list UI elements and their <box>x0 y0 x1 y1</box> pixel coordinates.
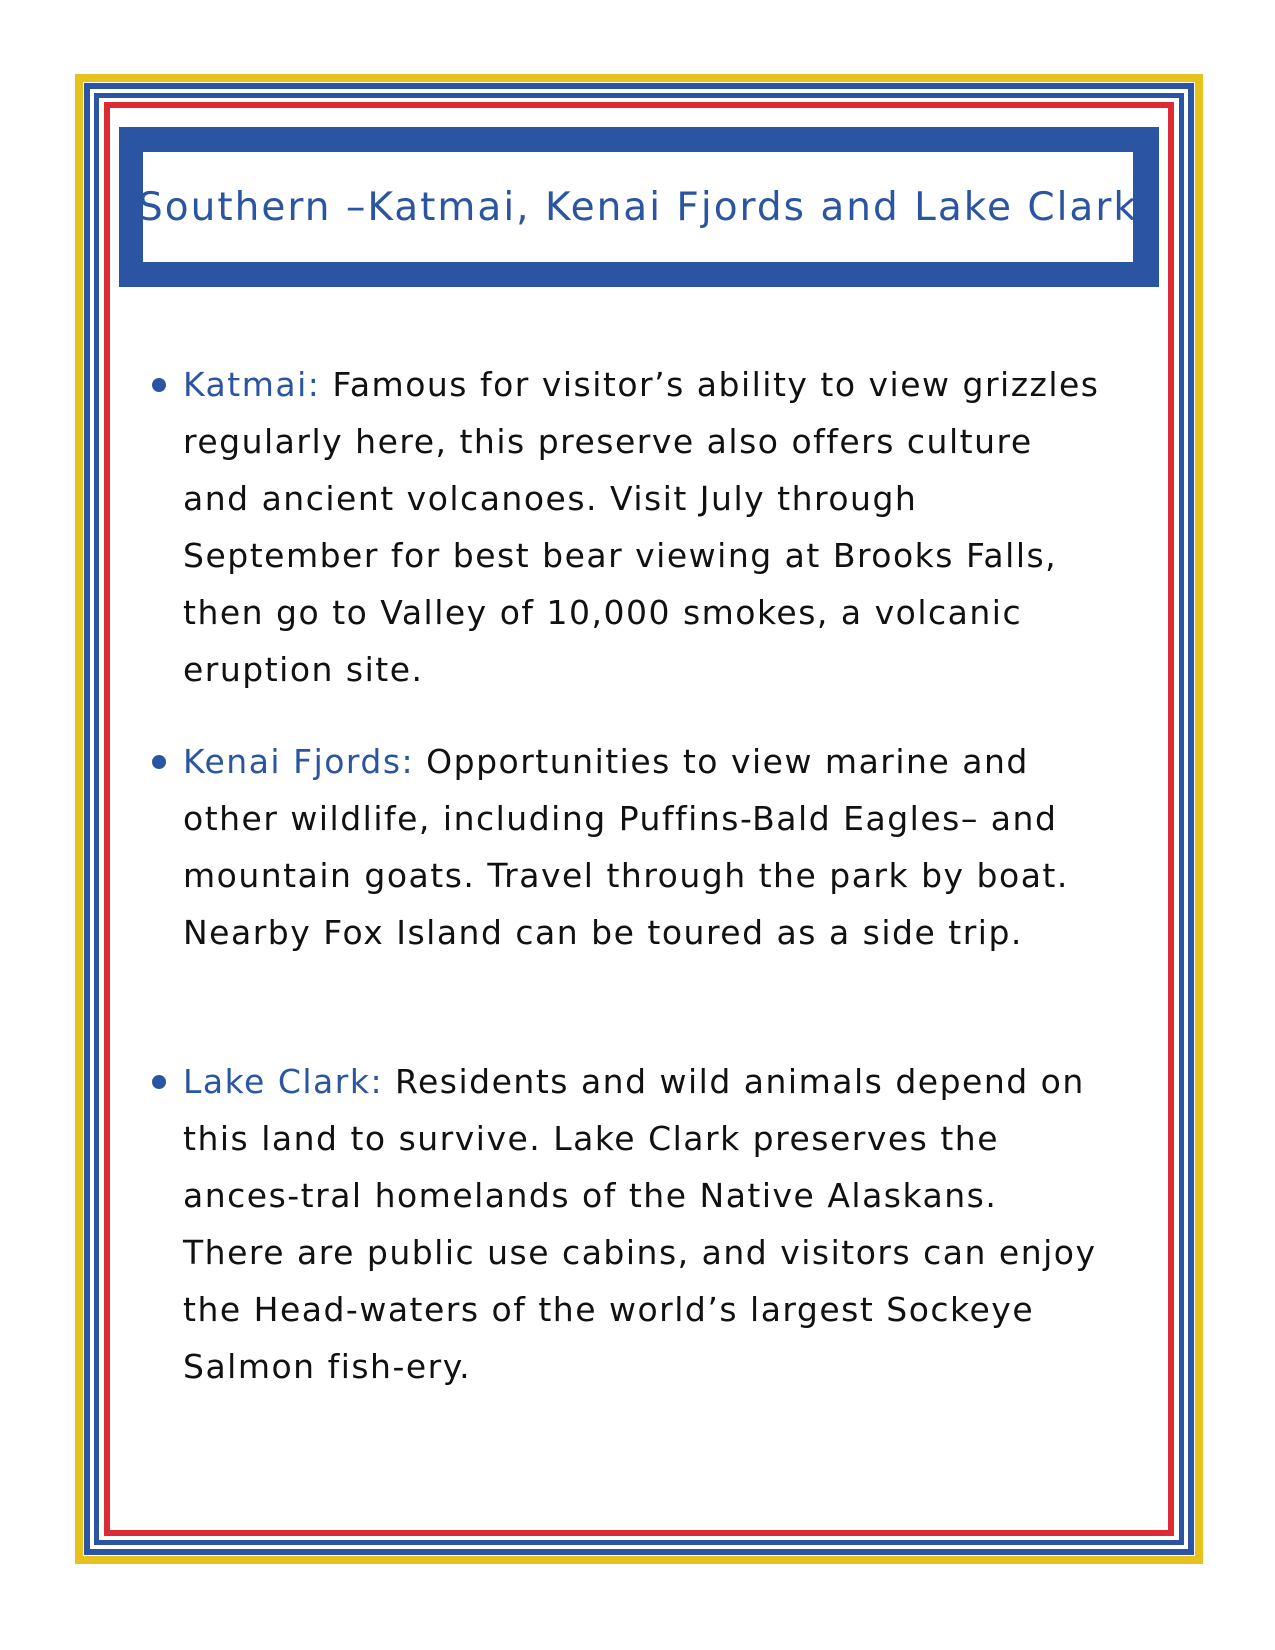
item-label: Katmai: <box>183 365 321 404</box>
item-text: Opportunities to view marine and other wildlife, including Puffins-Bald Eagles– and mountain goats. Travel through the park by boat. Nearby Fox Island can be toured as a side trip. <box>183 742 1069 952</box>
bullet-icon <box>152 378 166 392</box>
item-label: Kenai Fjords: <box>183 742 415 781</box>
item-text: Famous for visitor’s ability to view grizzles regularly here, this preserve also offers culture and ancient volcanoes. Visit July through September for best bear viewing at Brooks Falls, then go to Valley of 10,000 smokes, a volcanic eruption site. <box>183 365 1100 689</box>
list-item-kenai-fjords <box>183 733 1103 961</box>
item-label: Lake Clark: <box>183 1062 384 1101</box>
title-banner <box>119 127 1159 287</box>
page-title: Southern –Katmai, Kenai Fjords and Lake Clark <box>138 184 1138 230</box>
bullet-icon <box>152 755 166 769</box>
list-item-lake-clark <box>183 1053 1103 1395</box>
item-text: Residents and wild animals depend on this land to survive. Lake Clark preserves the ances-tral homelands of the Native Alaskans. There are public use cabins, and visitors can enjoy the Head-waters of the world’s largest Sockeye Salmon fish-ery. <box>183 1062 1097 1386</box>
bullet-icon <box>152 1075 166 1089</box>
title-panel <box>138 152 1138 262</box>
list-item-katmai <box>183 356 1103 698</box>
